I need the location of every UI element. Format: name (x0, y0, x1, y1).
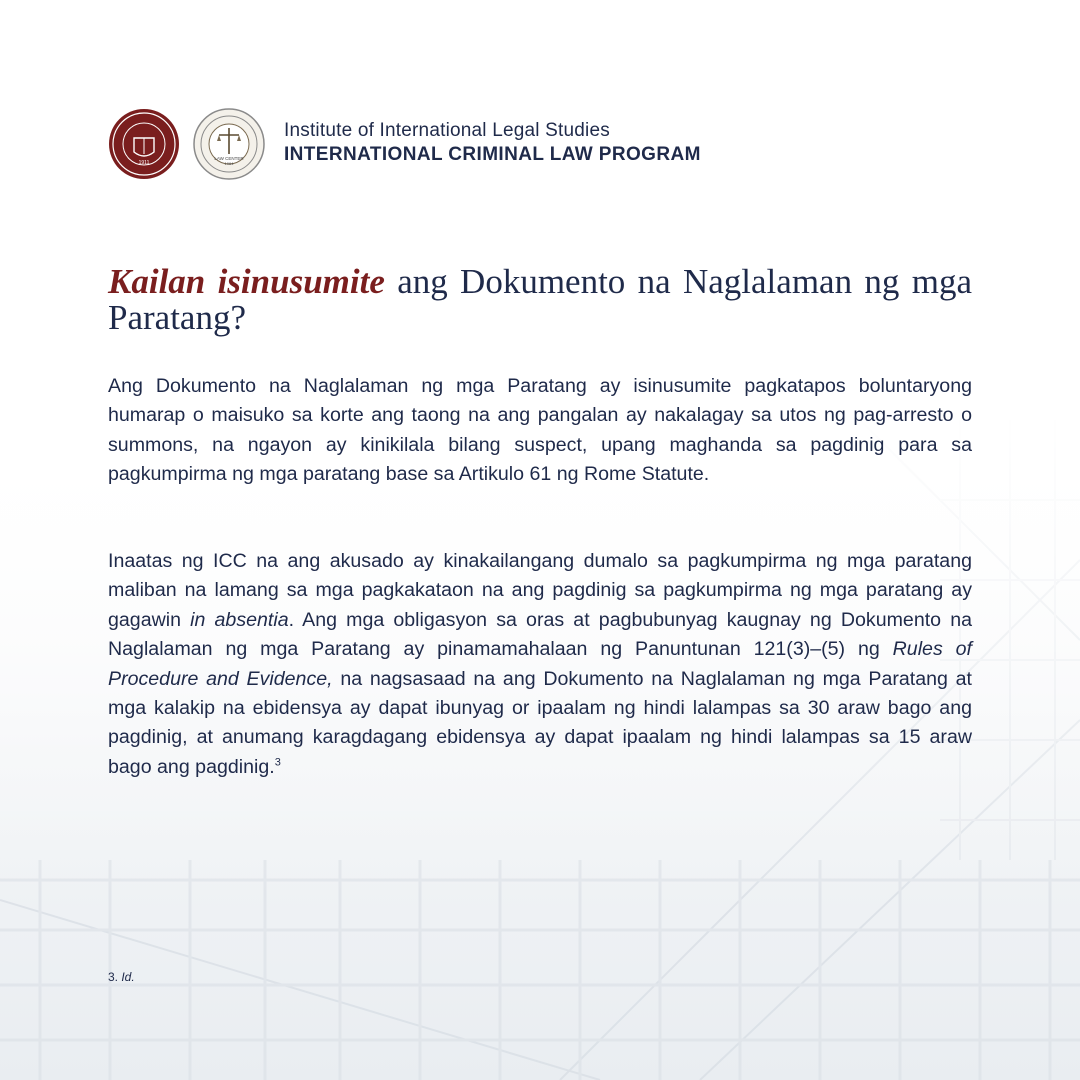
svg-text:LAW CENTER: LAW CENTER (214, 156, 244, 161)
svg-text:1964: 1964 (224, 161, 234, 166)
footnote (108, 970, 135, 984)
program-name: INTERNATIONAL CRIMINAL LAW PROGRAM (284, 144, 701, 165)
paragraph-2-part-2: . Ang mga obligasyon sa oras at pagbubunyag kaugnay ng Dokumento na Naglalaman ng mga Paratang ay pinamamahalaan ng Panuntunan 121(3)–(5) ng (108, 608, 972, 661)
paragraph-2-italic-in-absentia: in absentia (190, 608, 289, 631)
svg-text:1911: 1911 (138, 160, 150, 166)
organization-name (284, 120, 701, 168)
paragraph-2-part-1: Inaatas ng ICC na ang akusado ay kinakailangang dumalo sa pagkumpirma ng mga paratang maliban na lamang sa mga pagkakataon na ang pagdinig sa pagkumpirma ng mga paratang ay gagawin (108, 550, 972, 631)
title-rest: ang Dokumento na Naglalaman ng mga Paratang? (108, 262, 972, 337)
institute-name: Institute of International Legal Studies (284, 120, 610, 141)
header (108, 108, 1008, 180)
up-law-center-seal-icon (193, 108, 265, 180)
paragraph-2-part-3: na nagsasaad na ang Dokumento na Naglalaman ng mga Paratang at mga kalakip na ebidensya ay dapat ibunyag or ipaalam ng hindi lalampas sa 30 araw bago ang pagdinig, at anumang karagdagang ebidensya ay dapat ipaalam ng hindi lalampas sa 15 araw bago ang pagdinig. (108, 667, 972, 778)
up-college-of-law-seal-icon (108, 108, 180, 180)
footnote-text: Id. (121, 970, 135, 984)
footnote-number: 3. (108, 970, 122, 984)
footnote-reference: 3 (274, 756, 281, 769)
paragraph-2-italic-rules: Rules of Procedure and Evidence, (108, 638, 972, 690)
body-paragraph-2 (108, 547, 972, 782)
page-title (108, 264, 972, 336)
title-highlight: Kailan isinusumite (108, 262, 385, 301)
body-paragraph-1: Ang Dokumento na Naglalaman ng mga Paratang ay isinusumite pagkatapos boluntaryong humarap o maisuko sa korte ang taong na ang pangalan ay nakalagay sa utos ng pag-arresto o summons, na ngayon ay kinikilala bilang suspect, upang maghanda sa pagdinig para sa pagkumpirma ng mga paratang base sa Artikulo 61 ng Rome Statute. (108, 375, 972, 486)
